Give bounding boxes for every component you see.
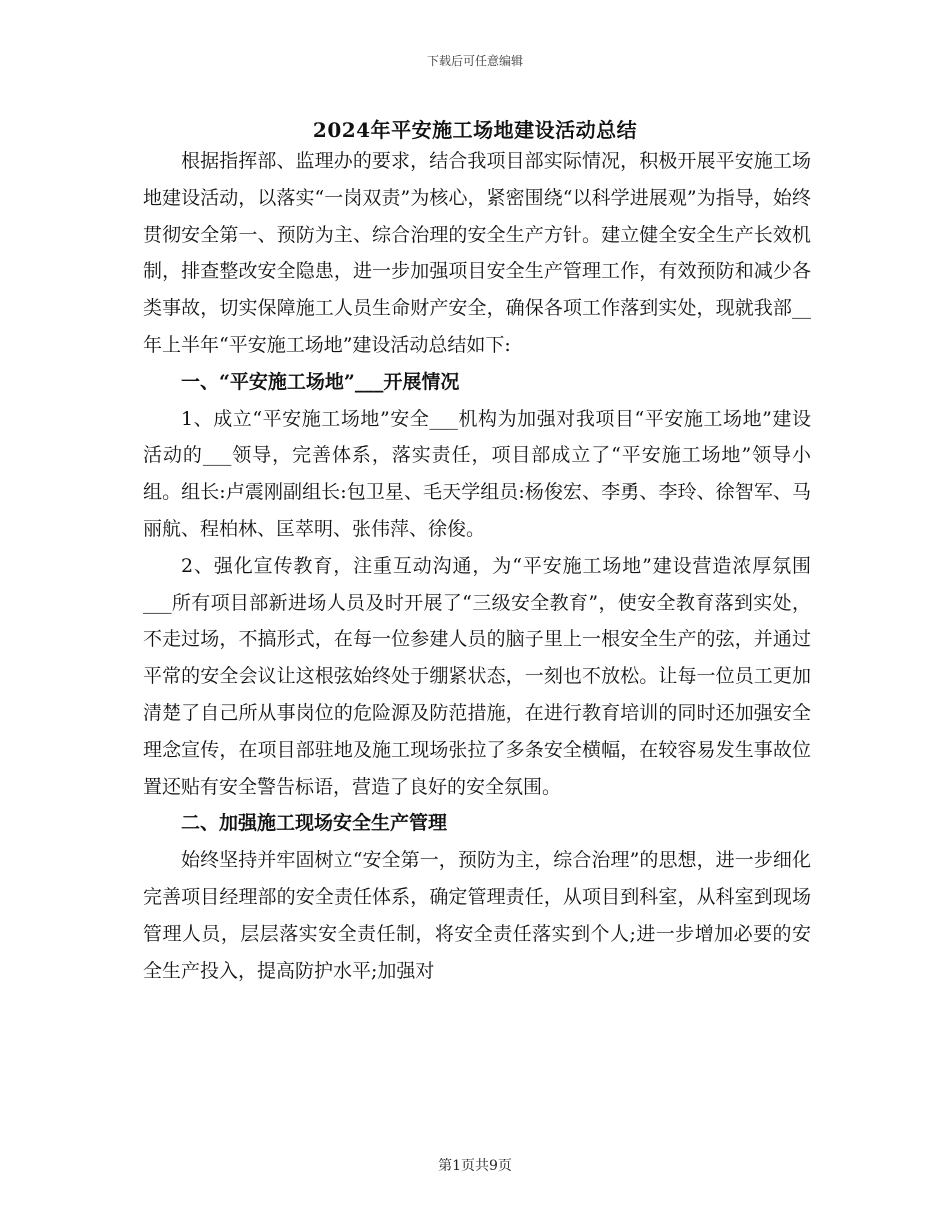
document-title: 2024年平安施工场地建设活动总结 (312, 118, 638, 142)
page-header-note: 下载后可任意编辑 (426, 54, 523, 68)
section-1-heading: 一、“平安施工场地”___开展情况 (181, 370, 460, 393)
section-2-heading: 二、加强施工现场安全生产管理 (181, 812, 448, 835)
document-body (143, 143, 811, 989)
section-2-paragraph-1: 始终坚持并牢固树立“安全第一，预防为主，综合治理”的思想，进一步细化完善项目经理部的安全责任体系，确定管理责任，从项目到科室，从科室到现场管理人员，层层落实安全责任制，将安全责任落实到个人;进一步增加必要的安全生产投入，提高防护水平;加强对 (143, 849, 811, 982)
page-number-footer: 第1页共9页 (438, 1158, 512, 1174)
intro-paragraph: 根据指挥部、监理办的要求，结合我项目部实际情况，积极开展平安施工场地建设活动，以落实“一岗双责”为核心，紧密围绕“以科学进展观”为指导，始终贯彻安全第一、预防为主、综合治理的安全生产方针。建立健全安全生产长效机制，排查整改安全隐患，进一步加强项目安全生产管理工作，有效预防和减少各类事故，切实保障施工人员生命财产安全，确保各项工作落到实处，现就我部__年上半年“平安施工场地”建设活动总结如下: (143, 150, 811, 356)
section-1-paragraph-1: 1、成立“平安施工场地”安全___机构为加强对我项目“平安施工场地”建设活动的___领导，完善体系，落实责任，项目部成立了“平安施工场地”领导小组。组长:卢震刚副组长:包卫星、毛天学组员:杨俊宏、李勇、李玲、徐智军、马丽航、程柏林、匡萃明、张伟萍、徐俊。 (143, 407, 811, 540)
section-1-paragraph-2: 2、强化宣传教育，注重互动沟通，为“平安施工场地”建设营造浓厚氛围___所有项目部新进场人员及时开展了“三级安全教育”，使安全教育落到实处，不走过场，不搞形式，在每一位参建人员的脑子里上一根安全生产的弦，并通过平常的安全会议让这根弦始终处于绷紧状态，一刻也不放松。让每一位员工更加清楚了自己所从事岗位的危险源及防范措施，在进行教育培训的同时还加强安全理念宣传，在项目部驻地及施工现场张拉了多条安全横幅，在较容易发生事故位置还贴有安全警告标语，营造了良好的安全氛围。 (143, 554, 811, 798)
